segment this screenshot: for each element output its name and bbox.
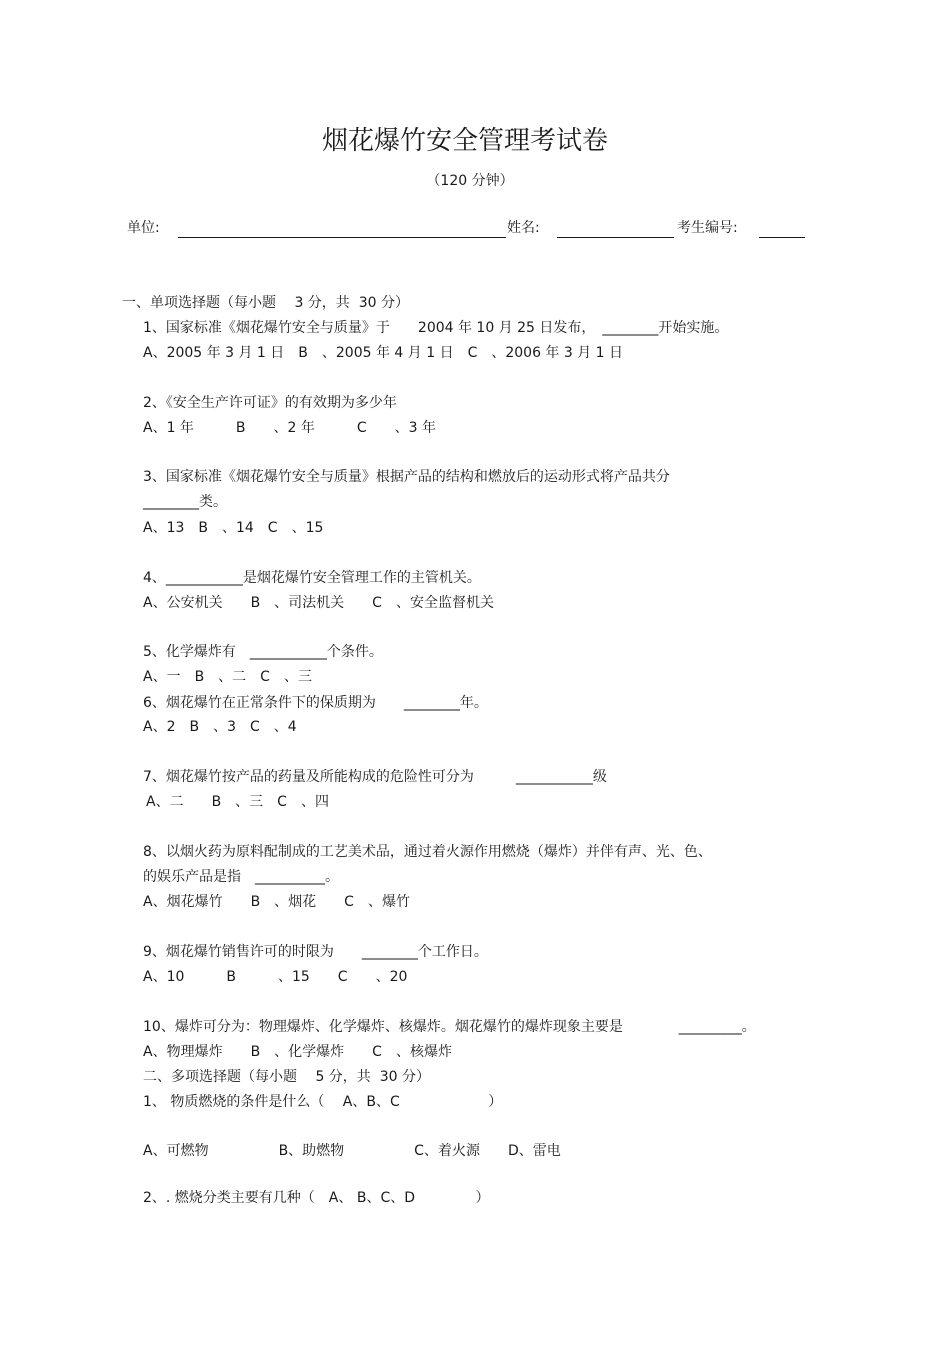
mq1-text: 1、 物质燃烧的条件是什么（ A、B、C ） (143, 1094, 503, 1110)
section2-heading: 二、多项选择题（每小题 5 分，共 30 分） (143, 1069, 430, 1085)
q3-options: A、13 B 、14 C 、15 (143, 520, 324, 536)
section1-heading: 一、单项选择题（每小题 3 分，共 30 分） (122, 295, 409, 311)
q9-text: 9、烟花爆竹销售许可的时限为 ________个工作日。 (143, 944, 488, 960)
name-underline (557, 237, 674, 238)
exam-duration: （120 分钟） (426, 173, 514, 189)
unit-underline (178, 237, 506, 238)
q1-options: A、2005 年 3 月 1 日 B 、2005 年 4 月 1 日 C 、2006 年 3 月 1 日 (143, 345, 624, 361)
exam-no-underline (759, 237, 805, 238)
exam-no-label: 考生编号: (677, 220, 738, 236)
q6-text: 6、烟花爆竹在正常条件下的保质期为 ________年。 (143, 695, 488, 711)
q8-options: A、烟花爆竹 B 、烟花 C 、爆竹 (143, 894, 410, 910)
unit-label: 单位: (127, 220, 160, 236)
q3-text: 3、国家标准《烟花爆竹安全与质量》根据产品的结构和燃放后的运动形式将产品共分 (143, 469, 670, 485)
q10-options: A、物理爆炸 B 、化学爆炸 C 、核爆炸 (143, 1044, 452, 1060)
q4-options: A、公安机关 B 、司法机关 C 、安全监督机关 (143, 595, 494, 611)
q5-text: 5、化学爆炸有 ___________个条件。 (143, 644, 383, 660)
q7-text: 7、烟花爆竹按产品的药量及所能构成的危险性可分为 ___________级 (143, 769, 607, 785)
mq1-options: A、可燃物 B、助燃物 C、着火源 D、雷电 (143, 1143, 561, 1159)
q10-text: 10、爆炸可分为：物理爆炸、化学爆炸、核爆炸。烟花爆竹的爆炸现象主要是 _________。 (143, 1019, 756, 1035)
q1-text: 1、国家标准《烟花爆竹安全与质量》于 2004 年 10 月 25 日发布， ________开始实施。 (143, 320, 729, 336)
q2-options: A、1 年 B 、2 年 C 、3 年 (143, 420, 437, 436)
q8-text: 8、以烟火药为原料配制成的工艺美术品，通过着火源作用燃烧（爆炸）并伴有声、光、色、 (143, 844, 712, 860)
q9-options: A、10 B 、15 C 、20 (143, 969, 408, 985)
q8-text-cont: 的娱乐产品是指 __________。 (143, 869, 339, 885)
q2-text: 2、《安全生产许可证》的有效期为多少年 (143, 395, 397, 411)
q5-options: A、一 B 、二 C 、三 (143, 669, 312, 685)
exam-title: 烟花爆竹安全管理考试卷 (321, 126, 608, 156)
q7-options: A、二 B 、三 C 、四 (146, 794, 329, 810)
q6-options: A、2 B 、3 C 、4 (143, 719, 297, 735)
q3-text-cont: ________类。 (143, 494, 227, 510)
q4-text: 4、___________是烟花爆竹安全管理工作的主管机关。 (143, 570, 481, 586)
name-label: 姓名: (507, 220, 540, 236)
mq2-text: 2、. 燃烧分类主要有几种（ A、 B、C、D ） (143, 1190, 490, 1206)
